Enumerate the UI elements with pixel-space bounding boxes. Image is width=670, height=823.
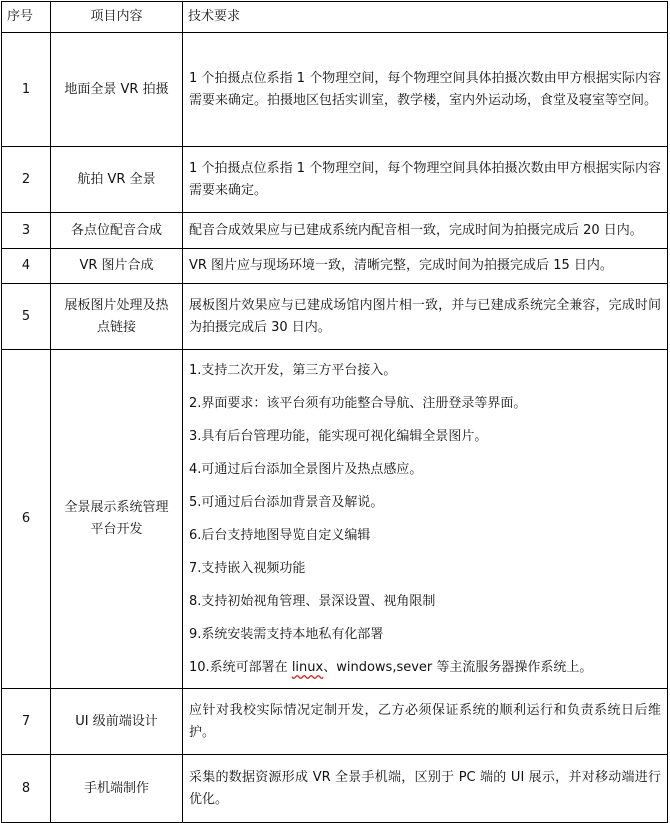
row-item: 各点位配音合成 [51,213,183,249]
table-row [2,689,668,755]
table-row [2,755,668,823]
row-number: 5 [2,284,51,350]
row-item: 地面全景 VR 拍摄 [51,33,183,147]
requirement-list-item: 7.支持嵌入视频功能 [189,561,306,576]
row-number: 1 [2,33,51,147]
requirement-text: 采集的数据资源形成 VR 全景手机端，区别于 PC 端的 UI 展示，并对移动端进行优化。 [189,769,661,807]
text-segment: 、windows,sever 等主流服务器操作系统上。 [323,660,593,675]
row-requirement [183,284,668,350]
row-requirement [183,689,668,755]
requirement-text: 展板图片效果应与已建成场馆内图片相一致，并与已建成系统完全兼容，完成时间为拍摄完成后 30 日内。 [189,297,661,335]
row-number: 3 [2,213,51,249]
header-requirements: 技术要求 [183,2,668,33]
row-item: 手机端制作 [51,755,183,823]
requirement-list-item: 9.系统安装需支持本地私有化部署 [189,627,384,642]
row-requirement [183,249,668,284]
requirement-list-item: 5.可通过后台添加背景音及解说。 [189,495,384,510]
table-row [2,33,668,147]
requirement-text: 1 个拍摄点位系指 1 个物理空间，每个物理空间具体拍摄次数由甲方根据实际内容需要来确定。拍摄地区包括实训室，教学楼，室内外运动场，食堂及寝室等空间。 [189,70,661,108]
row-number: 8 [2,755,51,823]
requirement-text: 配音合成效果应与已建成系统内配音相一致，完成时间为拍摄完成后 20 日内。 [189,222,643,238]
requirement-text: 应针对我校实际情况定制开发，乙方必须保证系统的顺利运行和负责系统日后维护。 [189,702,661,740]
requirement-list-item: 1.支持二次开发，第三方平台接入。 [189,363,397,378]
row-requirement [183,755,668,823]
requirement-list-item: 8.支持初始视角管理、景深设置、视角限制 [189,594,436,609]
row-item: VR 图片合成 [51,249,183,284]
requirement-text: 1 个拍摄点位系指 1 个物理空间，每个物理空间具体拍摄次数由甲方根据实际内容需要来确定。 [189,160,661,198]
requirement-list-item-last [189,651,661,684]
row-number: 7 [2,689,51,755]
spellcheck-marked-word: linux [291,660,324,675]
row-item: UI 级前端设计 [51,689,183,755]
row-number: 6 [2,350,51,689]
requirement-list-item: 2.界面要求：该平台须有功能整合导航、注册登录等界面。 [189,396,527,411]
header-row [2,2,668,33]
requirement-text: VR 图片应与现场环境一致，清晰完整，完成时间为拍摄完成后 15 日内。 [189,258,613,273]
table-row [2,284,668,350]
requirement-list-item: 3.具有后台管理功能，能实现可视化编辑全景图片。 [189,429,488,444]
row-number: 2 [2,147,51,213]
row-item: 全景展示系统管理平台开发 [51,350,183,689]
row-number: 4 [2,249,51,284]
table-row [2,213,668,249]
table-row [2,350,668,689]
table-row [2,147,668,213]
row-item: 航拍 VR 全景 [51,147,183,213]
requirements-table [1,1,668,823]
row-requirement-list [183,350,668,689]
row-requirement [183,147,668,213]
text-segment: 10.系统可部署在 [189,660,292,675]
table-row [2,249,668,284]
row-item: 展板图片处理及热点链接 [51,284,183,350]
header-no: 序号 [2,2,51,33]
row-requirement [183,33,668,147]
requirement-list-item: 4.可通过后台添加全景图片及热点感应。 [189,462,423,477]
header-item: 项目内容 [51,2,183,33]
requirement-list-item: 6.后台支持地图导览自定义编辑 [189,528,371,543]
row-requirement [183,213,668,249]
